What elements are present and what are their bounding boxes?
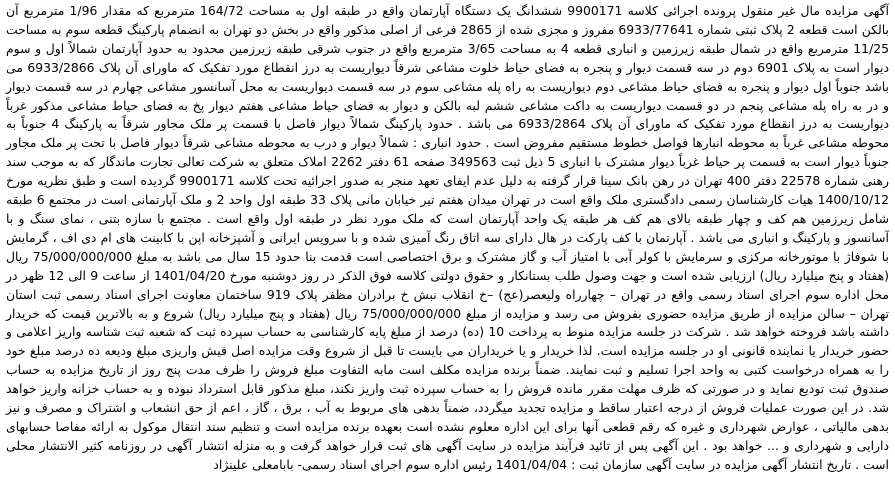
auction-notice-text: آگهی مزایده مال غیر منقول پرونده اجرائی کلاسه 9900171 ششدانگ یک دستگاه آپارتمان واقع در طبقه اول به مساحت 164/72 مترمربع که مقدار 1/96 مترمربع آن بالکن است قطعه 2 پلاک ثبتی شماره 6933/77641 مفروز و مجزی شده از 2865 فرعی از اصلی مذکور واقع در بخش دو تهران به انضمام پارکینگ قطعه سوم به مساحت 11/25 مترمربع واقع در شمال طبقه زیرزمین و انباری قطعه 4 به مساحت 3/65 مترمربع واقع در جنوب شرقی طبقه زیرزمین محدود به حدود آپارتمان شمالاً اول و سوم دیوار است به پلاک 6901 دوم در سه قسمت دیوار و پنجره به فضای حیاط خلوت مشاعی شرقاً دیواریست به درز انقطاع مورد تفکیک که ماورای آن پلاک 6933/2866 می باشد جنوباً اول دیوار و پنجره به فضای حیاط مشاعی دوم دیواریست به راه پله مشاعی سوم در سه قسمت دیواریست به محل آسانسور مشاعی چهارم در سه قسمت دیوار و در به راه پله مشاعی پنجم در دو قسمت دیواریست به داکت مشاعی ششم لبه بالکن و دیوار به فضای حیاط مشاعی هفتم دیوار پخ به فضای حیاط مشاعی مذکور غرباً دیواریست به درز انقطاع مورد تفکیک که ماورای آن پلاک 6933/2864 می باشد . حدود پارکینگ شمالاً دیوار فاصل با قسمت پر ملک مجاور شرقاً به پارکینگ 4 جنوباً به محوطه مشاعی غرباً به محوطه انبارها فواصل خطوط مستقیم مفروض است . حدود انباری : شمالاً دیوار و درب به محوطه مشاعی شرقاً دیوار فاصل با تحت پر ملک مجاور جنوباً دیوار است به قسمت پر حیاط غرباً دیوار مشترک با انباری 5 ذیل ثبت 349563 صفحه 61 دفتر 2262 املاک متعلق به شرکت تعالی تجارت ماندگار که به موجب سند رهنی شماره 22578 دفتر 400 تهران در رهن بانک سینا قرار گرفته به دلیل عدم ایفای تعهد منجر به صدور اجرائیه تحت کلاسه 9900171 گردیده است و طبق نظریه مورخ 1400/10/12 هیات کارشناسان رسمی دادگستری ملک واقع است در تهران میدان هفتم تیر خیابان مانی پلاک 33 طبقه اول واحد 2 و ملک آپارتمانی است در مجتمع 6 طبقه شامل زیرزمین هم کف و چهار طبقه بالای هم کف هر طبقه یک واحد آپارتمان است که ملک مورد نظر در طبقه اول واقع است . مجتمع با سازه بتنی ، نمای سنگ و با آسانسور و پارکینگ و انباری می باشد . آپارتمان با کف پارکت در هال دارای سه اتاق رنگ آمیزی شده و با سرویس ایرانی و آشپزخانه اپن با کابینت های ام دی اف ، گرمایش با شوفاژ با موتورخانه مرکزی و سرمایش با کولر آبی با امتیاز آب و گاز مشترک و برق اختصاصی است قدمت بنا حدود 15 سال می باشد به مبلغ 75/000/000/000 ریال (هفتاد و پنج میلیارد ریال) ارزیابی شده است و جهت وصول طلب بستانکار و حقوق دولتی کلاسه فوق الذکر در روز دوشنبه مورخ 1401/04/20 از ساعت 9 الی 12 ظهر در محل اداره سوم اجرای اسناد رسمی واقع در تهران – چهارراه ولیعصر(عج) –خ انقلاب نبش خ برادران مظفر پلاک 919 ساختمان معاونت اجرای اسناد رسمی ثبت استان تهران – سالن مزایده از طریق مزایده حضوری بفروش می رسد و مزایده از مبلغ 75/000/000/000 ریال (هفتاد و پنج میلیارد ریال) شروع و به بالاترین قیمت که خریدار داشته باشد فروخته خواهد شد . شرکت در جلسه مزایده منوط به پرداخت 10 (ده) درصد از مبلغ پایه کارشناسی به حساب سپرده ثبت که شعبه ثبت شناسه واریز اعلامی و حضور خریدار یا نماینده قانونی او در جلسه مزایده است. لذا خریدار و یا خریداران می بایست تا قبل از شروع وقت مزایده اصل فیش واریزی مبلغ ودیعه ده درصد مبلغ خود را به همراه درخواست کتبی به واحد اجرا تسلیم و ثبت نمایند. ضمناً برنده مزایده مکلف است مابه التفاوت مبلغ فروش را ظرف مدت پنج روز از تاریخ مزایده به حساب صندوق ثبت تودیع نماید و در صورتی که ظرف مهلت مقرر مانده فروش را به حساب سپرده ثبت واریز نکند، مبلغ مذکور قابل استرداد نبوده و به حساب خزانه واریز خواهد شد. در این صورت عملیات فروش از درجه اعتبار ساقط و مزایده تجدید میگردد، ضمناً بدهی های مربوط به آب ، برق ، گاز ، اعم از حق انشعاب و اشتراک و مصرف و نیز بدهی مالیاتی ، عوارض شهرداری و غیره که رقم قطعی آنها برای این اداره معلوم نشده است بعهده برنده مزایده است و تنظیم سند انتقال موکول به ارائه مفاصا حسابهای دارایی و شهرداری و ... خواهد بود . این آگهی پس از تائید فرآیند مزایده در سایت آگهی های ثبت قرار خواهد گرفت و به منزله انتشار آگهی در روزنامه کثیر الانتشار محلی است . تاریخ انتشار آگهی مزایده در سایت آگهی سازمان ثبت : 1401/04/04 رئیس اداره سوم اجرای اسناد رسمی- بابامعلی علینژاد	[6, 3, 890, 472]
